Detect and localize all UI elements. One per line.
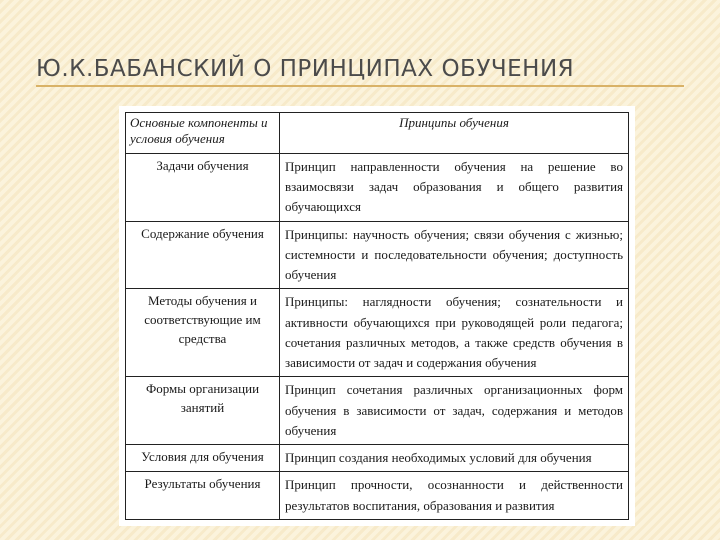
table-row <box>126 472 629 520</box>
header-principles: Принципы обучения <box>280 113 629 154</box>
table-row <box>126 445 629 472</box>
principles-table-image <box>119 106 635 526</box>
table-header-row <box>126 113 629 154</box>
component-cell: Формы организации занятий <box>126 377 280 445</box>
header-components: Основные компоненты и условия обучения <box>126 113 280 154</box>
component-cell: Задачи обучения <box>126 154 280 222</box>
table-row <box>126 377 629 445</box>
title-underline <box>36 85 684 87</box>
principle-cell: Принцип сочетания различных организационных форм обучения в зависимости от задач, содержания и методов обучения <box>280 377 629 445</box>
component-cell: Методы обучения и соответствующие им средства <box>126 289 280 377</box>
principle-cell: Принципы: научность обучения; связи обучения с жизнью; системности и последовательности обучения; доступность обучения <box>280 221 629 289</box>
principle-cell: Принцип направленности обучения на решение во взаимосвязи задач образования и общего развития обучающихся <box>280 154 629 222</box>
table-row <box>126 221 629 289</box>
slide-title: Ю.К.БАБАНСКИЙ О ПРИНЦИПАХ ОБУЧЕНИЯ <box>36 56 575 82</box>
component-cell: Условия для обучения <box>126 445 280 472</box>
component-cell: Результаты обучения <box>126 472 280 520</box>
principle-cell: Принцип прочности, осознанности и действенности результатов воспитания, образования и развития <box>280 472 629 520</box>
component-cell: Содержание обучения <box>126 221 280 289</box>
table-row <box>126 154 629 222</box>
principle-cell: Принцип создания необходимых условий для обучения <box>280 445 629 472</box>
table-row <box>126 289 629 377</box>
principles-table <box>125 112 629 520</box>
principle-cell: Принципы: наглядности обучения; сознательности и активности обучающихся при руководящей роли педагога; сочетания различных методов, а также средств обучения в зависимости от задач и содержания обучения <box>280 289 629 377</box>
